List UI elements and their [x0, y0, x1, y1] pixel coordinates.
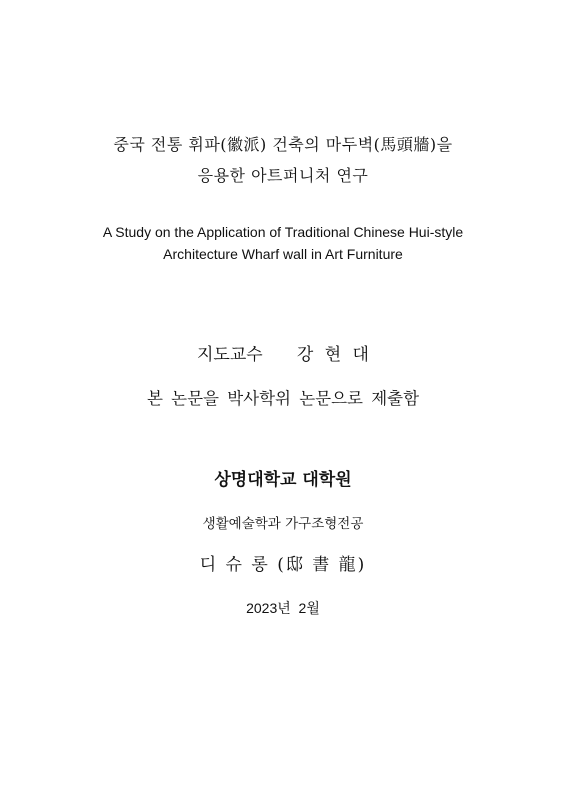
advisor: 지도교수 강 현 대 [197, 345, 369, 365]
department: 생활예술학과 가구조형전공 [202, 516, 364, 532]
submission-date: 2023년 2월 [246, 600, 320, 616]
submission-statement: 본 논문을 박사학위 논문으로 제출함 [146, 389, 420, 408]
university-name: 상명대학교 대학원 [214, 470, 352, 490]
author-name: 디 슈 롱 (邸 書 龍) [199, 555, 367, 575]
title-korean-line-2: 응용한 아트퍼니처 연구 [197, 166, 369, 185]
title-english-line-2: Architecture Wharf wall in Art Furniture [163, 246, 403, 262]
title-korean-line-1: 중국 전통 휘파(徽派) 건축의 마두벽(馬頭牆)을 [113, 135, 453, 154]
title-english-line-1: A Study on the Application of Traditional Chinese Hui-style [102, 224, 464, 240]
